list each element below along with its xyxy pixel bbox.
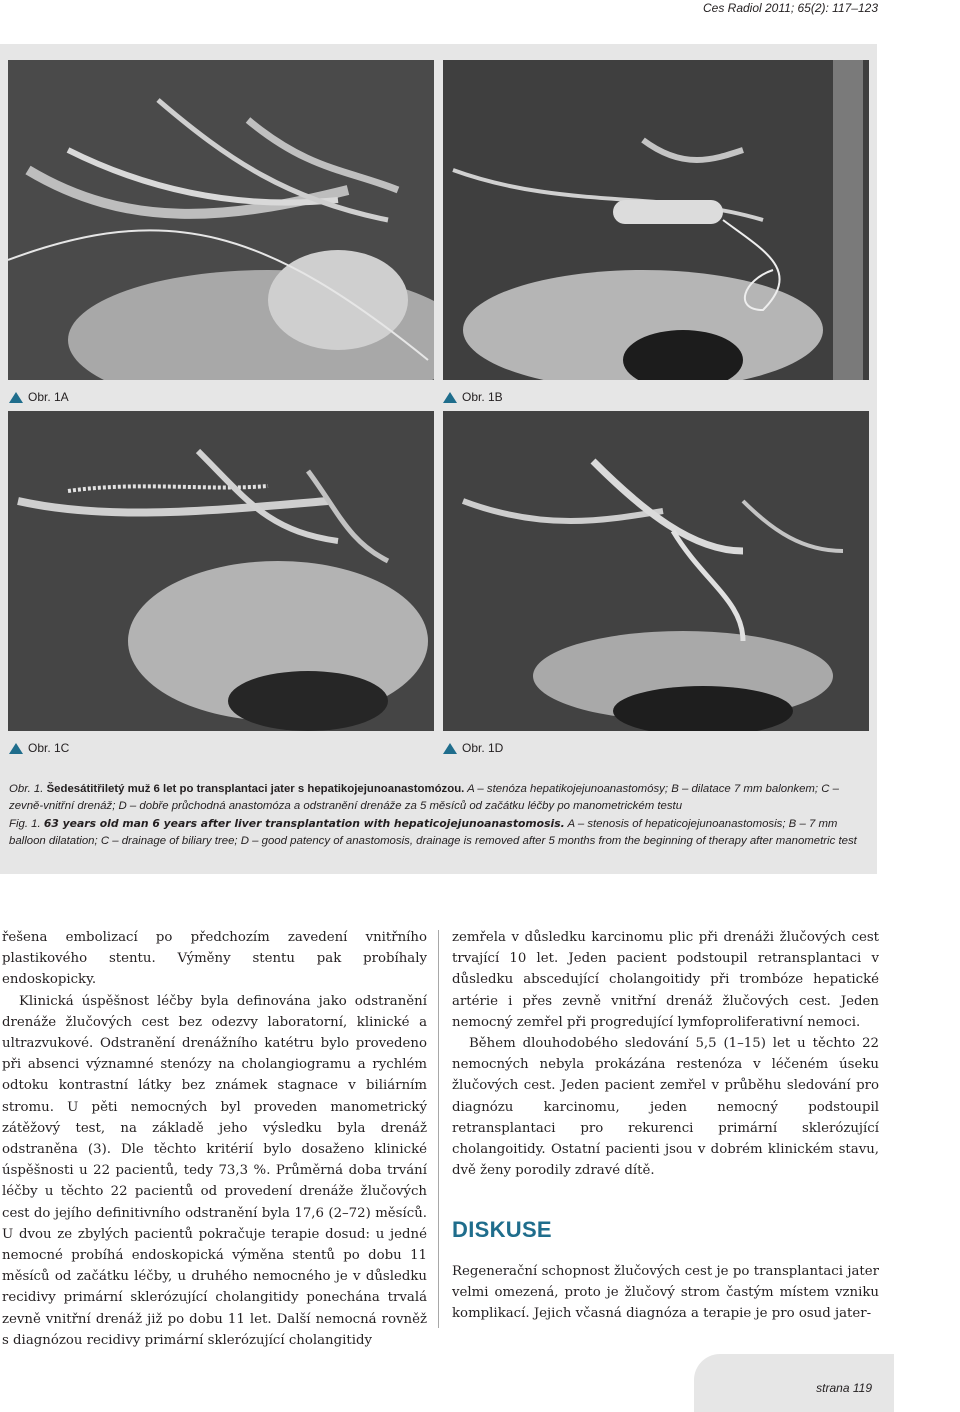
caption-cz-text: A – stenóza hepatikojejunoanastomósy; B – dilatace 7 mm balonkem; C – zevně-vnitřní drenáž; D – dobře průchodná anastomóza a odstranění drenáže za 5 měsíců od začátku léčby po manometrickém testu — [9, 783, 839, 812]
figure-caption — [9, 781, 871, 850]
xray-panel-b — [443, 60, 869, 380]
xray-panel-a — [8, 60, 434, 380]
caption-en-text: A – stenosis of hepaticojejunoanastomosis; B – 7 mm balloon dilatation; C – drainage of biliary tree; D – good patency of anastomosis, drainage is removed after 5 months from the beginning of therapy after manometric test — [9, 818, 857, 847]
page-number-tab — [694, 1354, 894, 1412]
section-heading-diskuse: DISKUSE — [452, 1217, 552, 1243]
page-number: strana 119 — [816, 1381, 872, 1395]
left-paragraph-1: řešena embolizací po předchozím zavedení vnitřního plastikového stentu. Výměny stentu pak probíhaly endoskopicky. — [2, 930, 427, 988]
right-column — [452, 927, 879, 1324]
triangle-up-icon — [9, 743, 23, 754]
triangle-up-icon — [443, 743, 457, 754]
caption-cz-lead: Obr. 1. — [9, 783, 44, 795]
left-paragraph-2: Klinická úspěšnost léčby byla definována jako odstranění drenáže žlučových cest bez odezvy laboratorní, klinické a ultrazvukové. Odstranění drenážního katétru bylo provedeno při absenci významné stenózy na cholangiogramu a rychlém odtoku kontrastní látky bez známek stagnace v biliárním stromu. U pěti nemocných byl proveden manometrický zátěžový test, na základě jeho výsledku byla drenáž odstraněna (3). Dle těchto kritérií bylo dosaženo klinické úspěšnosti u 22 pacientů, tedy 73,3 %. Průměrná doba trvání léčby u těchto 22 pacientů od provedení drenáže žlučových cest do jejího definitivního odstranění byla 17,6 (2–72) měsíců. U dvou ze zbylých pacientů pokračuje terapie dosud: u jedné nemocné probíhá endoskopická výměna stentů po dobu 11 měsíců od začátku léčby, u druhého nemocného je v důsledku recidivy primární sklerózující cholangitidy ponechána trvalá zevně vnitřní drenáž již po dobu 11 let. Další nemocná rovněž s diagnózou recidivy primární sklerózující cholangitidy — [2, 993, 427, 1348]
column-divider — [438, 930, 439, 1328]
right-paragraph-3: Regenerační schopnost žlučových cest je po transplantaci jater velmi omezená, proto je žlučový strom častým místem vzniku komplikací. Jejich včasná diagnóza a terapie je pro osud jater- — [452, 1263, 879, 1322]
figure — [0, 44, 877, 874]
right-paragraph-2: Během dlouhodobého sledování 5,5 (1–15) let u těchto 22 nemocných nebyla prokázána restenóza v léčeném úseku žlučových cest. Jeden pacient zemřel v průběhu sledování pro diagnózu karcinomu, jeden nemocný podstoupil retransplantaci pro rekurenci primární sklerózující cholangoitidy. Ostatní pacienti jsou v dobrém klinickém stavu, dvě ženy porodily zdravé dítě. — [452, 1036, 879, 1179]
running-head: Ces Radiol 2011; 65(2): 117–123 — [702, 1, 878, 15]
caption-english — [9, 815, 871, 850]
xray-panel-d — [443, 411, 869, 731]
triangle-up-icon — [443, 392, 457, 403]
caption-en-bold: 63 years old man 6 years after liver transplantation with hepaticojejunoanastomosis. — [43, 817, 565, 830]
caption-czech — [9, 781, 871, 815]
right-paragraph-1: zemřela v důsledku karcinomu plic při drenáži žlučových cest trvající 10 let. Jeden pacient podstoupil retransplantaci v důsledku abscedující cholangoitidy při trombóze hepatické artérie i přes zevně vnitřní drenáž žlučových cest. Jeden nemocný zemřel při progredující lymfoproliferativní nemoci. — [452, 930, 879, 1030]
panel-label-c: Obr. 1C — [9, 741, 69, 755]
xray-panel-c — [8, 411, 434, 731]
panel-label-b: Obr. 1B — [443, 390, 503, 404]
panel-label-d: Obr. 1D — [443, 741, 503, 755]
left-column — [2, 927, 427, 1351]
caption-en-lead: Fig. 1. — [9, 818, 41, 830]
panel-label-a: Obr. 1A — [9, 390, 69, 404]
caption-cz-bold: Šedesátitřiletý muž 6 let po transplantaci jater s hepatikojejunoanastomózou. — [46, 783, 465, 795]
triangle-up-icon — [9, 392, 23, 403]
